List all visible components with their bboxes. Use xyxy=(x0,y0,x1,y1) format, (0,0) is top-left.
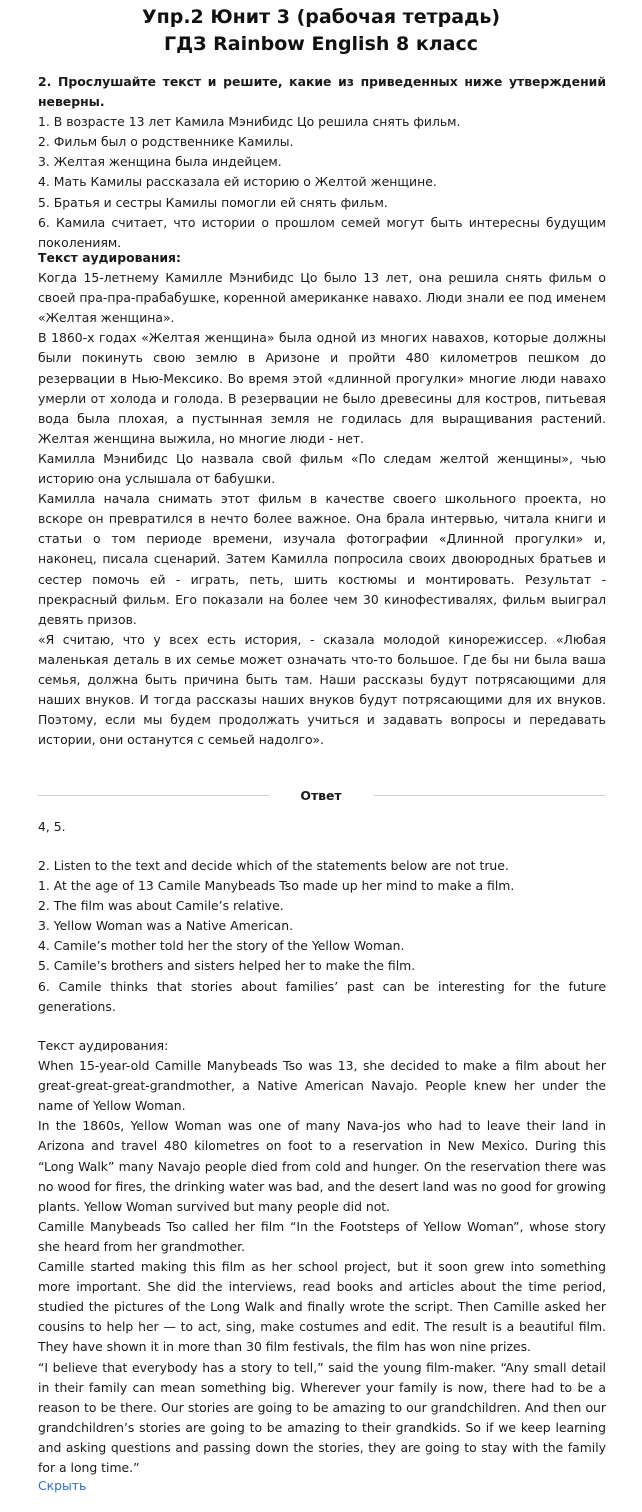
audio-en-paragraph: Camille started making this film as her school project, but it soon grew into something more important. She did the interviews, read books and articles about the time period, studied the pictures of the Long Walk and finally wrote the script. Then Camille asked her cousins to help her — to act, sing, make costumes and edit. The result is a beautiful film. They have shown it in more than 30 film festivals, the film has won nine prizes. xyxy=(38,1259,606,1355)
page-subtitle: ГДЗ Rainbow English 8 класс xyxy=(163,33,479,55)
statement-en: 1. At the age of 13 Camile Manybeads Tso made up her mind to make a film. xyxy=(38,878,515,894)
audio-en-paragraph: When 15-year-old Camille Manybeads Tso was 13, she decided to make a film about her great-great-great-grandmother, a Native American Navajo. People knew her under the name of Yellow Woman. xyxy=(38,1058,606,1114)
statement-en: 2. The film was about Camile’s relative. xyxy=(38,898,284,914)
audio-ru-section xyxy=(38,248,606,750)
statement-ru: 4. Мать Камилы рассказала ей историю о Желтой женщине. xyxy=(38,174,437,190)
statement-ru: 6. Камила считает, что истории о прошлом семей могут быть интересны будущим поколениям. xyxy=(38,214,606,250)
statement-ru: 2. Фильм был о родственнике Камилы. xyxy=(38,134,294,150)
audio-en-paragraph: Camille Manybeads Tso called her film “In the Footsteps of Yellow Woman”, whose story she heard from her grandmother. xyxy=(38,1218,606,1254)
statement-en: 3. Yellow Woman was a Native American. xyxy=(38,918,294,934)
statement-en: 5. Camile’s brothers and sisters helped her to make the film. xyxy=(38,958,416,974)
audio-ru-heading: Текст аудирования: xyxy=(38,250,181,265)
audio-ru-paragraph: Камилла начала снимать этот фильм в качестве своего школьного проекта, но вскоре он превратился в нечто более важное. Она брала интервью, читала книги и статьи о том периоде времени, изучала фотографии «Длинной прогулки» и, наконец, писала сценарий. Затем Камилла попросила своих двоюродных братьев и сестер помочь ей - играть, петь, шить костюмы и монтировать. Результат - прекрасный фильм. Его показали на более чем 30 кинофестивалях, фильм выиграл девять призов. xyxy=(38,491,606,627)
statement-ru: 1. В возрасте 13 лет Камила Мэнибидс Цо решила снять фильм. xyxy=(38,114,461,130)
audio-ru-paragraph: Когда 15-летнему Камилле Мэнибидс Цо было 13 лет, она решила снять фильм о своей пра-пра-прабабушке, коренной американке навахо. Люди знали ее под именем «Желтая женщина». xyxy=(38,270,606,326)
answer-divider-right xyxy=(374,795,606,796)
audio-ru-paragraph: Камилла Мэнибидс Цо назвала свой фильм «По следам желтой женщины», чью историю она услышала от бабушки. xyxy=(38,450,606,487)
statement-ru: 5. Братья и сестры Камилы помогли ей снять фильм. xyxy=(38,194,388,210)
audio-ru-paragraph: В 1860-х годах «Желтая женщина» была одной из многих навахов, которые должны были покинуть свою землю в Аризоне и пройти 480 километров пешком до резервации в Нью-Мексико. Во время этой «длинной прогулки» многие люди навахо умерли от холода и голода. В резервации не было древесины для костров, питьевая вода была плохая, а пустынная земля не годилась для выращивания растений. Желтая женщина выжила, но многие люди - нет. xyxy=(38,330,606,446)
task-ru-heading: 2. Прослушайте текст и решите, какие из приведенных ниже утверждений неверны. xyxy=(38,74,606,110)
audio-en-heading: Текст аудирования: xyxy=(38,1038,169,1053)
statement-en: 4. Camile’s mother told her the story of the Yellow Woman. xyxy=(38,938,405,954)
audio-en-paragraph: In the 1860s, Yellow Woman was one of many Nava-jos who had to leave their land in Arizona and travel 480 kilometres on foot to a reservation in New Mexico. During this “Long Walk” many Navajo people died from cold and hunger. On the reservation there was no wood for fires, the drinking water was bad, and the desert land was no good for growing plants. Yellow Woman survived but many people did not. xyxy=(38,1118,606,1214)
statement-ru: 3. Желтая женщина была индейцем. xyxy=(38,154,282,170)
task-en-heading: 2. Listen to the text and decide which of the statements below are not true. xyxy=(38,858,509,873)
answer-label: Ответ xyxy=(300,788,342,803)
page-title: Упр.2 Юнит 3 (рабочая тетрадь) xyxy=(141,6,501,28)
task-en-section xyxy=(38,856,606,1017)
statement-en: 6. Camile thinks that stories about families’ past can be interesting for the future generations. xyxy=(38,978,606,1014)
audio-en-section xyxy=(38,1036,606,1478)
audio-en-paragraph: “I believe that everybody has a story to tell,” said the young film-maker. “Any small detail in their family can mean something big. Wherever your family is now, there had to be a reason to be there. Our stories are going to be amazing to our grandchildren. And then our grandchildren’s stories are going to be amazing to their grandkids. So if we keep learning and asking questions and passing down the stories, they are going to stay with the family for a long time.” xyxy=(38,1359,606,1475)
answer-value: 4, 5. xyxy=(38,819,66,834)
audio-ru-paragraph: «Я считаю, что у всех есть история, - сказала молодой кинорежиссер. «Любая маленькая деталь в их семье может означать что-то большое. Где бы ни была ваша семья, должна быть причина быть там. Наши рассказы будут потрясающими для наших внуков. И тогда рассказы наших внуков будут потрясающими для их внуков. Поэтому, если мы будем продолжать учиться и задавать вопросы и передавать истории, они останутся с семьей надолго». xyxy=(38,631,606,748)
hide-link[interactable]: Скрыть xyxy=(38,1478,87,1493)
task-ru-section xyxy=(38,72,606,253)
